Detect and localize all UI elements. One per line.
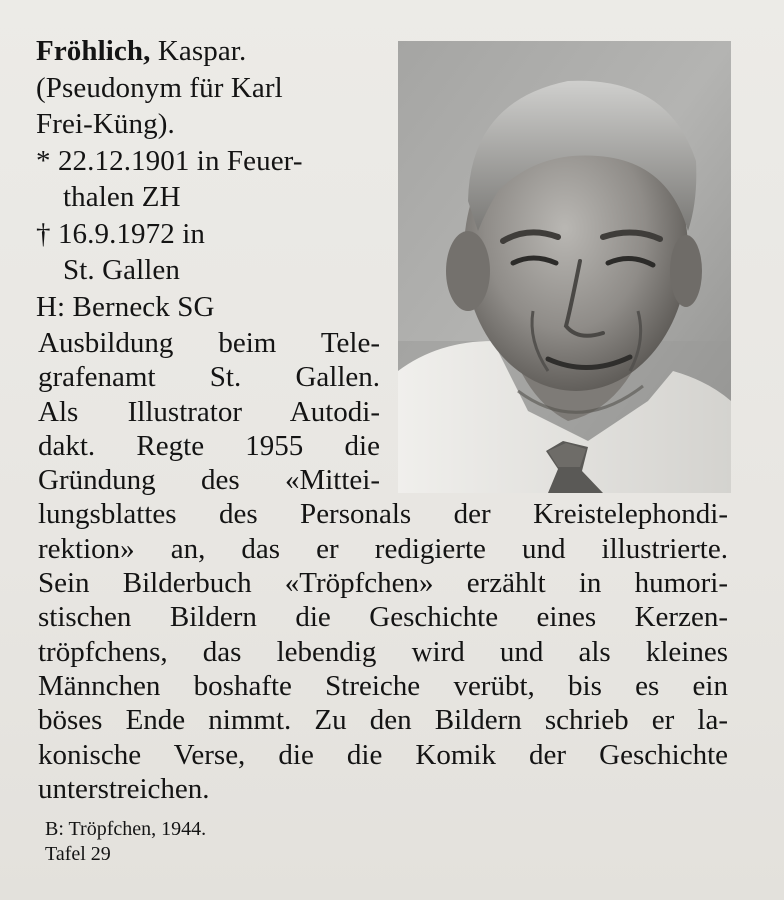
biography-header [36, 33, 396, 325]
origin-line: H: Berneck SG [36, 290, 215, 323]
body-line: Gründung des «Mittei- [38, 464, 380, 497]
biography-body [38, 326, 728, 806]
body-line: Als Illustrator Autodi- [38, 395, 380, 428]
surname: Fröhlich, [36, 35, 151, 67]
body-line: dakt. Regte 1955 die [38, 429, 380, 462]
body-line: stischen Bildern die Geschichte eines Kerzen- [38, 601, 728, 634]
pseudonym-line-1: (Pseudonym für Karl [36, 71, 283, 104]
body-line: unterstreichen. [38, 772, 210, 805]
birth-line-1: * 22.12.1901 in Feuer- [36, 144, 303, 177]
given-name: Kaspar. [150, 35, 247, 67]
name-line [36, 33, 396, 70]
body-line: rektion» an, das er redigierte und illustrierte. [38, 532, 728, 565]
body-line: Männchen boshafte Streiche verübt, bis es ein [38, 669, 728, 702]
pseudonym-line-2: Frei-Küng). [36, 108, 175, 140]
body-line: konische Verse, die die Komik der Geschichte [38, 738, 728, 771]
footer-notes [45, 817, 206, 867]
death-line-1: † 16.9.1972 in [36, 217, 205, 250]
body-line: böses Ende nimmt. Zu den Bildern schrieb er la- [38, 704, 728, 737]
death-line-2: St. Gallen [63, 254, 180, 286]
bibliography-note: B: Tröpfchen, 1944. [45, 818, 207, 840]
body-line: Sein Bilderbuch «Tröpfchen» erzählt in humori- [38, 567, 728, 600]
body-line: Ausbildung beim Tele- [38, 327, 380, 359]
plate-reference: Tafel 29 [45, 843, 111, 865]
body-line: grafenamt St. Gallen. [38, 361, 380, 394]
body-line: lungsblattes des Personals der Kreistelephondi- [38, 498, 728, 531]
body-line: tröpfchens, das lebendig wird und als kleines [38, 635, 728, 668]
birth-line-2: thalen ZH [63, 181, 181, 213]
